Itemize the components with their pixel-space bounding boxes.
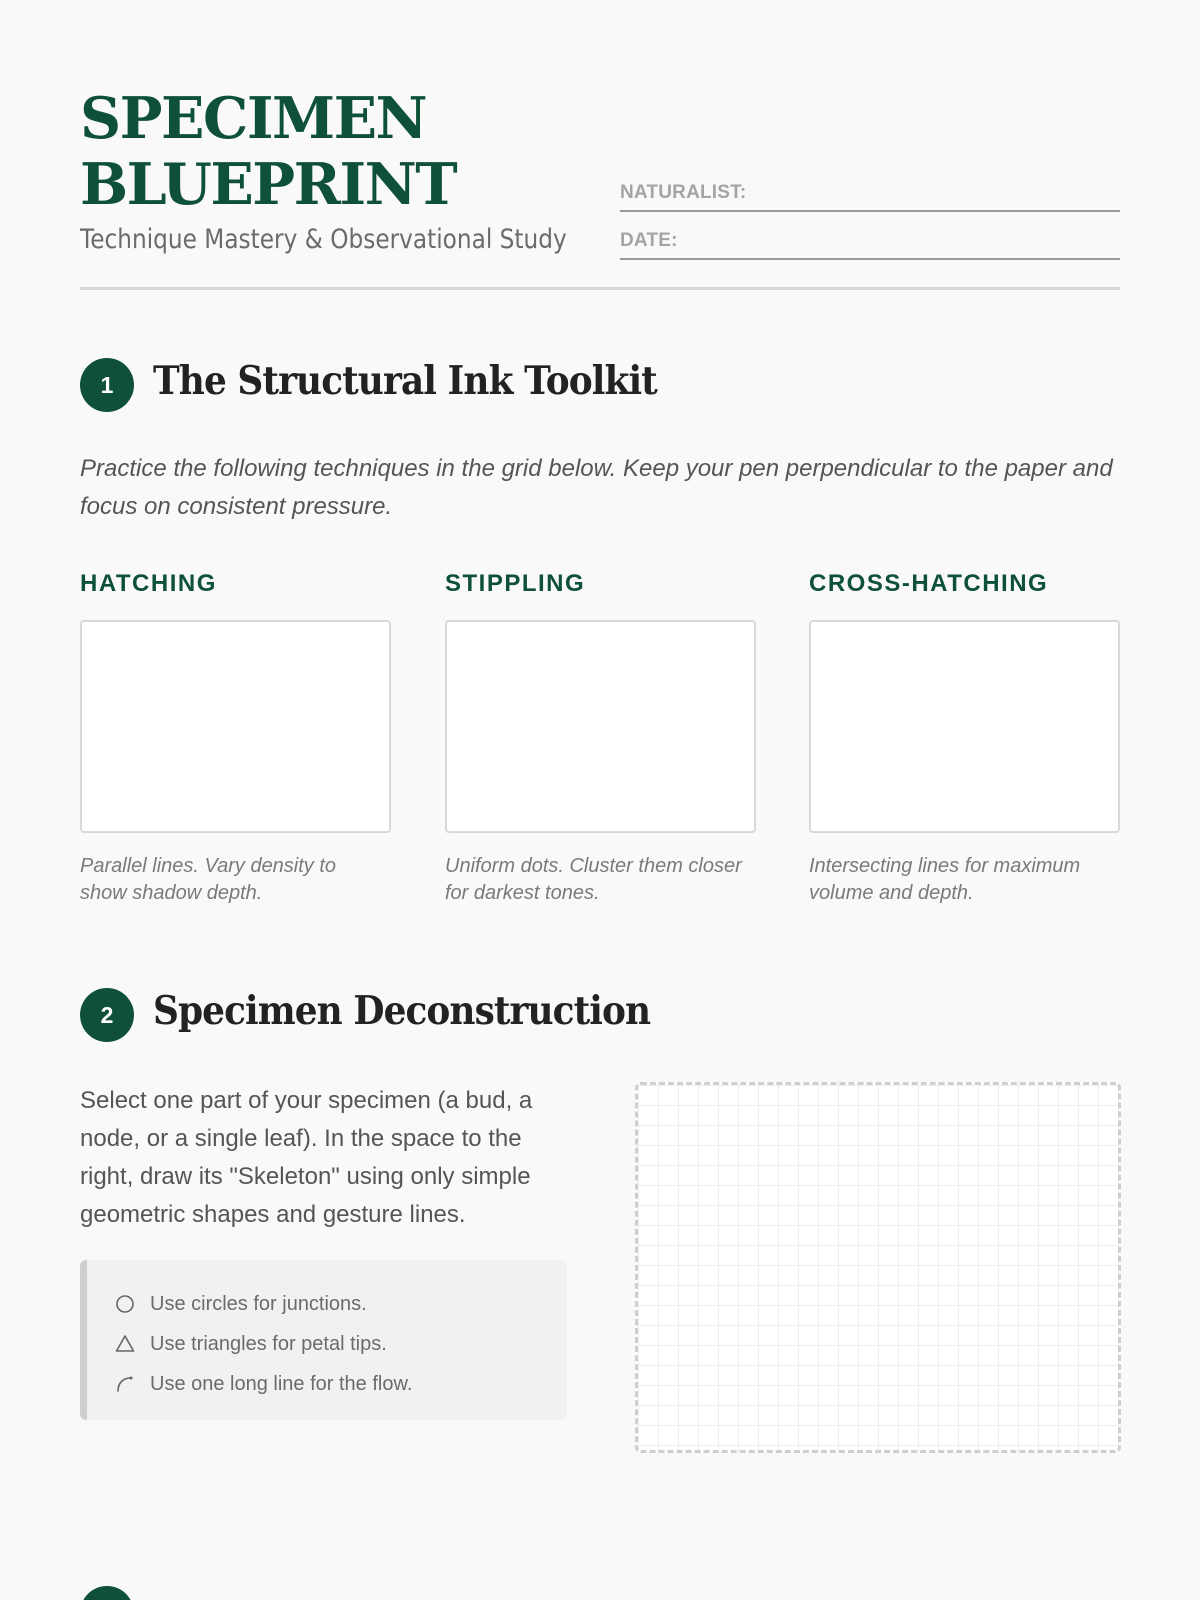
tip-item — [114, 1364, 567, 1404]
hatching-practice-box[interactable] — [80, 620, 391, 833]
section-1-title: The Structural Ink Toolkit — [153, 358, 657, 404]
triangle-icon — [114, 1333, 136, 1355]
naturalist-label: NATURALIST: — [620, 182, 747, 203]
title-line-1: SPECIMEN — [80, 85, 427, 152]
curve-icon — [114, 1373, 136, 1395]
tip-text: Use one long line for the flow. — [150, 1372, 413, 1395]
date-field[interactable] — [620, 224, 1120, 260]
tip-text: Use circles for junctions. — [150, 1292, 367, 1315]
technique-caption-stippling: Uniform dots. Cluster them closer for darkest tones. — [445, 855, 742, 904]
section-1-intro: Practice the following techniques in the grid below. Keep your pen perpendicular to the paper and focus on consistent pressure. — [80, 455, 1113, 520]
title-line-2: BLUEPRINT — [80, 151, 457, 218]
stippling-practice-box[interactable] — [445, 620, 756, 833]
section-2-title: Specimen Deconstruction — [153, 988, 651, 1034]
section-2-description: Select one part of your specimen (a bud, a node, or a single leaf). In the space to the right, draw its "Skeleton" using only simple geometric shapes and gesture lines. — [80, 1087, 533, 1228]
page-title — [80, 86, 456, 218]
page-subtitle: Technique Mastery & Observational Study — [80, 224, 567, 255]
tip-item — [114, 1324, 567, 1364]
section-3-number-badge — [80, 1586, 134, 1600]
technique-label-stippling: STIPPLING — [445, 570, 586, 597]
skeleton-drawing-area[interactable] — [635, 1082, 1121, 1453]
date-label: DATE: — [620, 230, 678, 251]
technique-label-cross-hatching: CROSS-HATCHING — [809, 570, 1049, 597]
cross-hatching-practice-box[interactable] — [809, 620, 1120, 833]
circle-icon — [114, 1293, 136, 1315]
section-2-number-badge: 2 — [80, 988, 134, 1042]
tips-callout — [80, 1260, 567, 1420]
tip-item — [114, 1284, 567, 1324]
technique-caption-hatching: Parallel lines. Vary density to show shadow depth. — [80, 855, 337, 904]
tip-text: Use triangles for petal tips. — [150, 1332, 387, 1355]
technique-label-hatching: HATCHING — [80, 570, 217, 597]
section-1-number-badge: 1 — [80, 358, 134, 412]
naturalist-field[interactable] — [620, 176, 1120, 212]
header-divider — [80, 287, 1120, 290]
technique-caption-cross-hatching: Intersecting lines for maximum volume and depth. — [809, 855, 1081, 904]
